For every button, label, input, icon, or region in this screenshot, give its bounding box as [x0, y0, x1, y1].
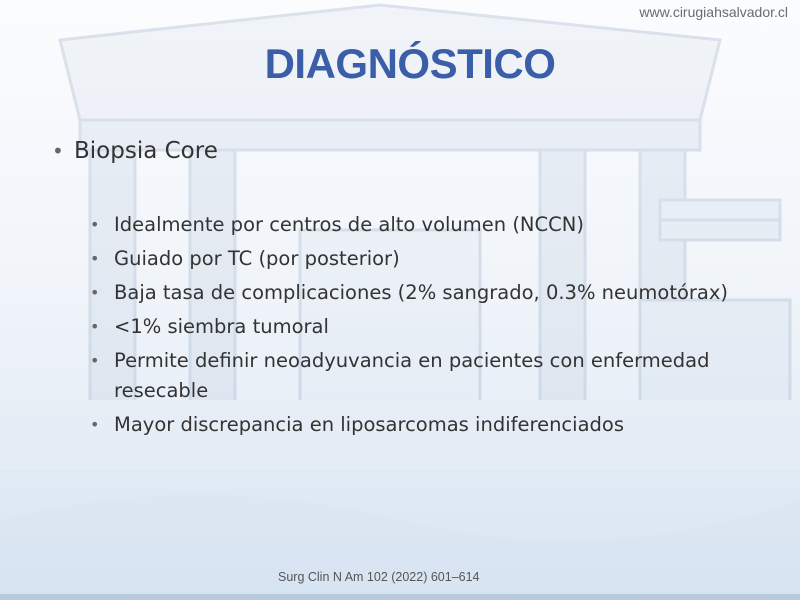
- bullet-level1: [52, 138, 218, 164]
- sub-bullet-text: Guiado por TC (por posterior): [114, 247, 400, 270]
- sub-bullet-item: [90, 410, 740, 440]
- sub-bullet-item: [90, 210, 740, 240]
- bullet-level1-text: Biopsia Core: [74, 138, 218, 164]
- bottom-border: [0, 594, 800, 600]
- bullet-dot-icon: •: [90, 249, 100, 268]
- bullet-dot-icon: •: [90, 283, 100, 302]
- bullet-dot-icon: •: [90, 215, 100, 234]
- sub-bullet-text: Mayor discrepancia en liposarcomas indiferenciados: [114, 413, 624, 436]
- bullet-dot-icon: •: [90, 415, 100, 434]
- bullet-dot-icon: •: [90, 317, 100, 336]
- website-url: www.cirugiahsalvador.cl: [639, 4, 788, 20]
- sub-bullet-item: [90, 244, 740, 274]
- bullet-dot-icon: •: [90, 351, 100, 370]
- bullet-dot-icon: •: [52, 139, 64, 163]
- sub-bullet-text: Baja tasa de complicaciones (2% sangrado, 0.3% neumotórax): [114, 281, 729, 304]
- sub-bullet-text: Permite definir neoadyuvancia en pacientes con enfermedad resecable: [114, 349, 710, 402]
- sub-bullet-text: <1% siembra tumoral: [114, 315, 329, 338]
- sub-bullet-text: Idealmente por centros de alto volumen (NCCN): [114, 213, 584, 236]
- citation: Surg Clin N Am 102 (2022) 601–614: [278, 570, 480, 584]
- sub-bullet-item: [90, 312, 740, 342]
- sub-bullet-item: [90, 346, 740, 406]
- sub-bullet-list: [90, 210, 740, 444]
- sub-bullet-item: [90, 278, 740, 308]
- slide-title: DIAGNÓSTICO: [264, 40, 556, 87]
